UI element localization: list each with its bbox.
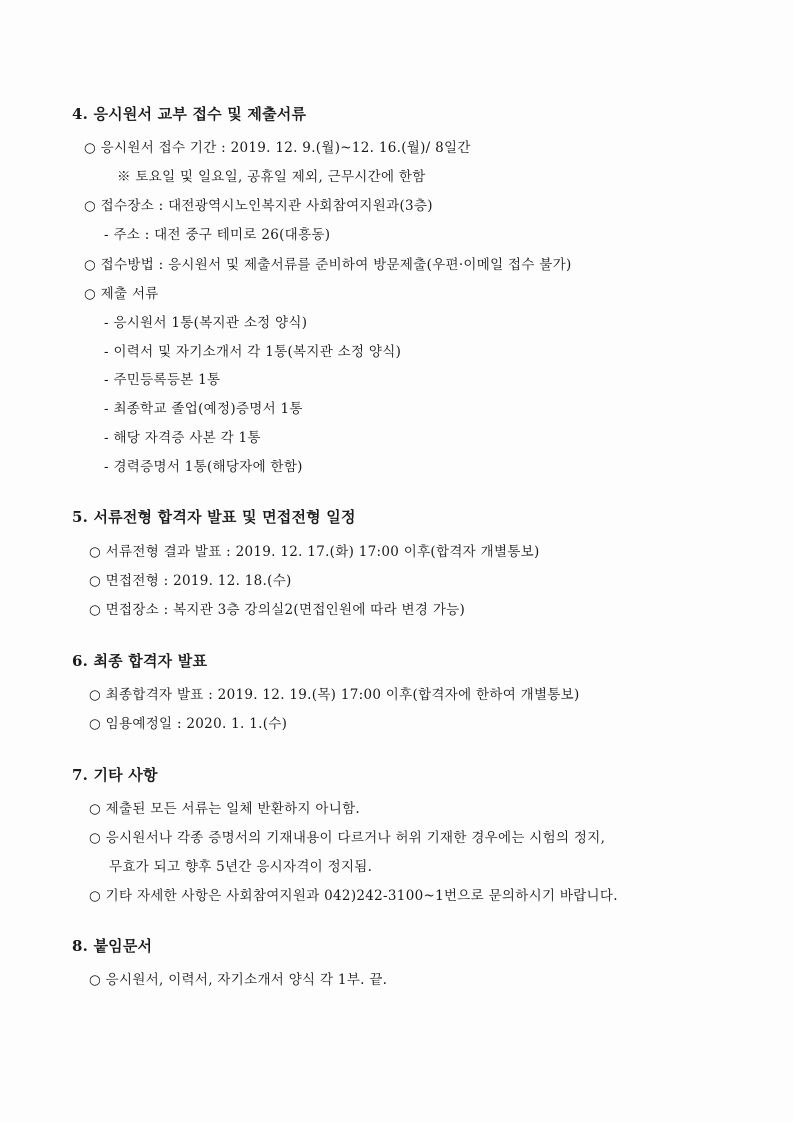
list-item: ○ 제출 서류 bbox=[84, 286, 159, 302]
section-heading: 7. 기타 사항 bbox=[72, 766, 158, 784]
list-subitem: - 이력서 및 자기소개서 각 1통(복지관 소정 양식) bbox=[104, 344, 402, 360]
list-item: ○ 임용예정일 : 2020. 1. 1.(수) bbox=[89, 716, 288, 732]
list-subitem: - 주소 : 대전 중구 테미로 26(대흥동) bbox=[104, 227, 331, 243]
list-item: ○ 기타 자세한 사항은 사회참여지원과 042)242-3100~1번으로 문의하시기 바랍니다. bbox=[89, 888, 618, 904]
list-item: ○ 서류전형 결과 발표 : 2019. 12. 17.(화) 17:00 이후(합격자 개별통보) bbox=[89, 544, 540, 560]
list-subitem: - 해당 자격증 사본 각 1통 bbox=[104, 430, 261, 446]
list-subitem: - 응시원서 1통(복지관 소정 양식) bbox=[104, 315, 308, 331]
list-subitem: - 주민등록등본 1통 bbox=[104, 372, 221, 388]
list-item: ○ 응시원서 접수 기간 : 2019. 12. 9.(월)~12. 16.(월)/ 8일간 bbox=[84, 140, 471, 156]
list-item: ○ 접수방법 : 응시원서 및 제출서류를 준비하여 방문제출(우편·이메일 접수 불가) bbox=[84, 257, 572, 273]
list-subitem: - 경력증명서 1통(해당자에 한함) bbox=[104, 459, 303, 475]
list-item: ○ 최종합격자 발표 : 2019. 12. 19.(목) 17:00 이후(합격자에 한하여 개별통보) bbox=[89, 687, 580, 703]
section-heading: 8. 붙임문서 bbox=[72, 937, 153, 955]
list-item: ○ 접수장소 : 대전광역시노인복지관 사회참여지원과(3층) bbox=[84, 198, 433, 214]
section-heading: 5. 서류전형 합격자 발표 및 면접전형 일정 bbox=[72, 508, 356, 526]
section-heading: 6. 최종 합격자 발표 bbox=[72, 652, 208, 670]
list-item: ○ 면접장소 : 복지관 3층 강의실2(면접인원에 따라 변경 가능) bbox=[89, 602, 466, 618]
section-heading: 4. 응시원서 교부 접수 및 제출서류 bbox=[72, 105, 307, 123]
list-item: ○ 면접전형 : 2019. 12. 18.(수) bbox=[89, 573, 292, 589]
list-item: ○ 응시원서, 이력서, 자기소개서 양식 각 1부. 끝. bbox=[89, 972, 388, 988]
list-item: ○ 응시원서나 각종 증명서의 기재내용이 다르거나 허위 기재한 경우에는 시험의 정지, bbox=[89, 830, 606, 846]
list-item-note: ※ 토요일 및 일요일, 공휴일 제외, 근무시간에 한함 bbox=[117, 169, 426, 185]
list-subitem: - 최종학교 졸업(예정)증명서 1통 bbox=[104, 401, 303, 417]
list-item-continuation: 무효가 되고 향후 5년간 응시자격이 정지됨. bbox=[109, 859, 373, 875]
list-item: ○ 제출된 모든 서류는 일체 반환하지 아니함. bbox=[89, 801, 361, 817]
